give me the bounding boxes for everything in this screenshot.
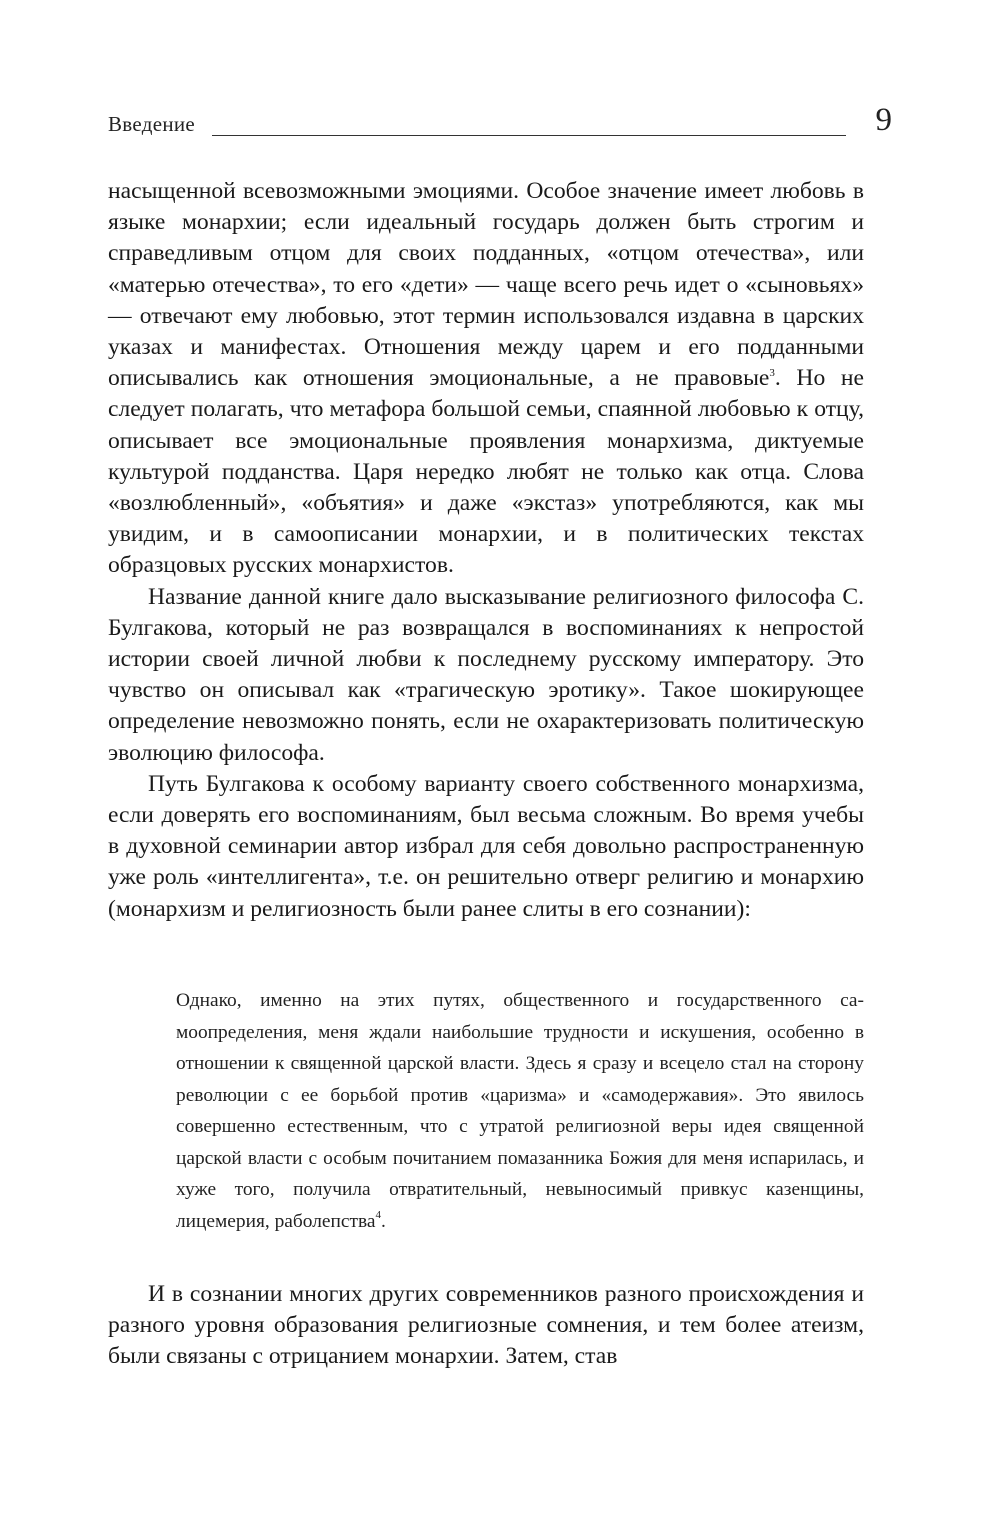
paragraph-4: И в сознании многих других современников разного происхождения и разного уровня образования религиозные сомнения, и тем более атеизм, были связаны с отрицанием монархии. Затем, став bbox=[108, 1281, 864, 1370]
running-title: Введение bbox=[108, 112, 196, 136]
paragraph-1 bbox=[108, 176, 864, 582]
paragraph-3: Путь Булгакова к особому варианту своего собственного монархизма, если доверять его воспоминаниям, был весьма сложным. Во время учебы в духовной семинарии автор избрал для себя довольно распространенную уже роль «интеллигента», т.е. он решительно отверг религию и монархию (монархизм и религиозность были ранее слиты в его сознании): bbox=[108, 770, 864, 922]
page-number: 9 bbox=[875, 102, 892, 138]
footnote-ref-3[interactable]: 3 bbox=[769, 367, 775, 380]
main-text bbox=[108, 176, 864, 925]
running-header bbox=[108, 102, 892, 144]
footnote-ref-4[interactable]: 4 bbox=[375, 1208, 381, 1221]
quote-paragraph bbox=[176, 985, 864, 1237]
header-rule bbox=[212, 135, 846, 136]
paragraph-2: Название данной книге дало высказывание религиозного философа С. Булгакова, который не раз возвращался в воспоминаниях к непростой истории своей личной любви к последнему русскому императору. Это чувство он описывал как «трагическую эротику». Такое шокирующее определение невозможно понять, если не охарактеризовать политическую эволюцию философа. bbox=[108, 583, 864, 766]
closing-text bbox=[108, 1279, 864, 1373]
quote-text-end: . bbox=[380, 1210, 386, 1232]
block-quote bbox=[176, 985, 864, 1237]
paragraph-1-text: насыщенной всевозможными эмоциями. Особое значение имеет любовь в языке монархии; если идеальный государь должен быть строгим и справедливым отцом для своих подданных, «отцом отечества», или «матерью отечества», то его «дети» — чаще всего речь идет о «сыновьях» — отвечают ему любовью, этот термин использовался издавна в царских указах и манифестах. Отношения между царем и его подданными описывались как отношения эмоциональные, а не правовые bbox=[108, 178, 864, 392]
paragraph-1-text-cont: . Но не следует полагать, что метафора большой семьи, спаянной любовью к отцу, описывает все эмоциональные проявления монархизма, диктуемые культурой подданства. Царя нередко любят не только как отца. Слова «возлюбленный», «объятия» и даже «экстаз» употребляются, как мы увидим, и в самоописании монархии, и в политических текстах образцовых русских монархистов. bbox=[108, 365, 865, 579]
quote-text: Однако, именно на этих путях, общественного и государственного самоопределения, меня ждали наибольшие трудности и искушения, особенно в отношении к священной царской власти. Здесь я сразу и всецело стал на сторону революции с ее борьбой против «царизма» и «самодержавия». Это явилось совершенно естественным, что с утратой религиозной веры идея священной царской власти с особым почитанием помазанника Божия для меня испарилась, и хуже того, получила отвратительный, невыносимый привкус казенщины, лицемерия, раболепства bbox=[176, 990, 864, 1232]
